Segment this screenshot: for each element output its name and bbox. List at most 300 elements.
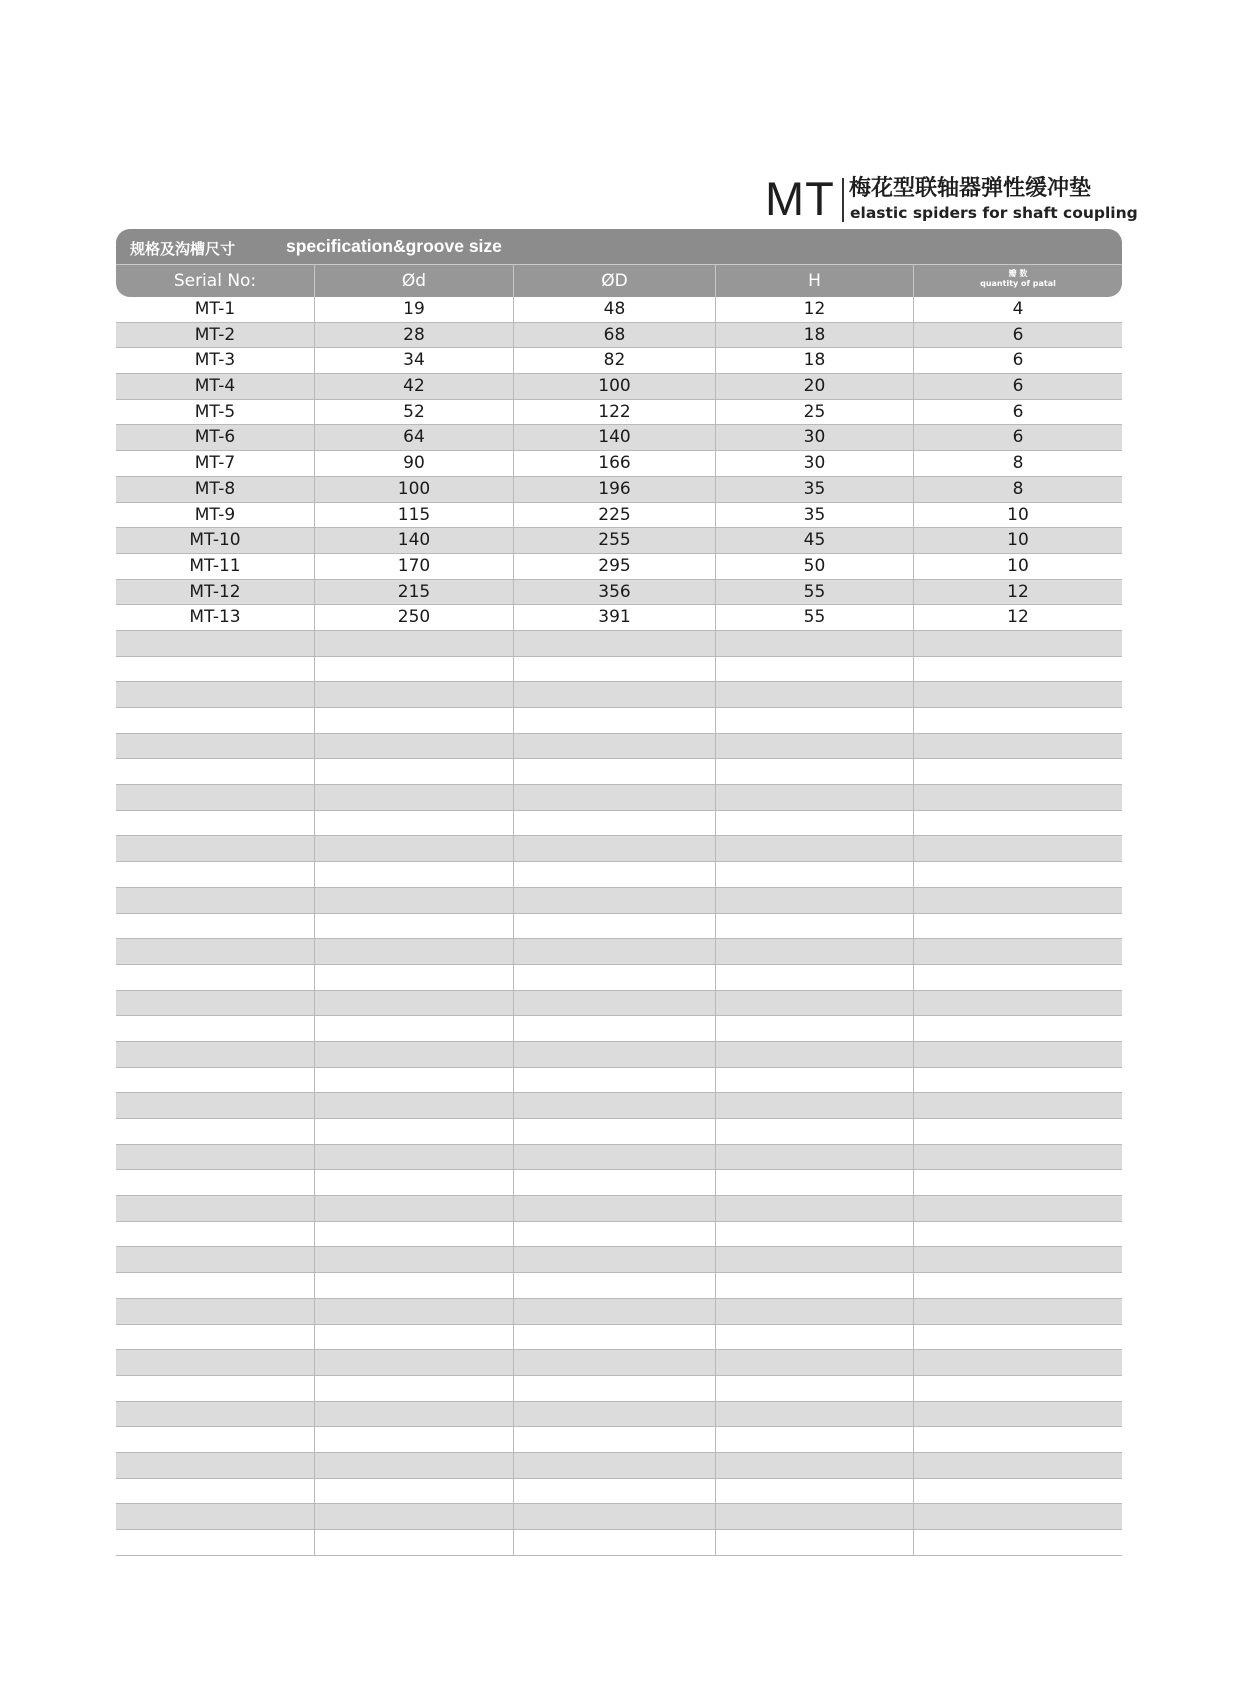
- serial-no-cell: [116, 759, 315, 784]
- petal-count-cell: [914, 1325, 1122, 1350]
- outer-diameter-cell: 255: [514, 528, 716, 553]
- serial-no-cell: [116, 836, 315, 861]
- petal-count-cell: [914, 734, 1122, 759]
- table-row: [116, 1453, 1122, 1479]
- serial-no-cell: [116, 1325, 315, 1350]
- table-row: [116, 1273, 1122, 1299]
- table-row: [116, 400, 1122, 426]
- serial-no-cell: MT-9: [116, 503, 315, 528]
- table-row: [116, 425, 1122, 451]
- petal-count-cell: [914, 759, 1122, 784]
- table-row: [116, 1479, 1122, 1505]
- petal-count-cell: [914, 1222, 1122, 1247]
- outer-diameter-cell: [514, 1325, 716, 1350]
- outer-diameter-cell: [514, 1299, 716, 1324]
- outer-diameter-cell: 140: [514, 425, 716, 450]
- serial-no-cell: [116, 682, 315, 707]
- table-row: [116, 836, 1122, 862]
- table-row: [116, 811, 1122, 837]
- serial-no-cell: [116, 631, 315, 656]
- height-cell: [716, 1402, 914, 1427]
- serial-no-cell: [116, 1145, 315, 1170]
- petal-count-cell: [914, 1042, 1122, 1067]
- petal-count-cell: 6: [1012, 401, 1024, 422]
- serial-no-cell: [116, 785, 315, 810]
- serial-no-cell: [116, 1453, 315, 1478]
- title-english: elastic spiders for shaft coupling: [850, 204, 1138, 222]
- table-row: [116, 323, 1122, 349]
- inner-diameter-cell: [315, 1453, 514, 1478]
- outer-diameter-cell: 100: [514, 374, 716, 399]
- table-row: [116, 503, 1122, 529]
- outer-diameter-cell: [514, 1273, 716, 1298]
- petal-count-cell: [914, 785, 1122, 810]
- petal-count-cell: [914, 1402, 1122, 1427]
- banner-title-english: specification&groove size: [286, 236, 502, 256]
- serial-no-cell: MT-2: [116, 323, 315, 348]
- table-row: [116, 297, 1122, 323]
- inner-diameter-cell: [315, 862, 514, 887]
- petal-count-cell: [914, 1479, 1122, 1504]
- inner-diameter-cell: [315, 939, 514, 964]
- outer-diameter-cell: [514, 836, 716, 861]
- petal-count-cell: [914, 1504, 1122, 1529]
- height-cell: [716, 862, 914, 887]
- outer-diameter-cell: 196: [514, 477, 716, 502]
- table-row: [116, 1042, 1122, 1068]
- inner-diameter-cell: [315, 1042, 514, 1067]
- inner-diameter-cell: [315, 1479, 514, 1504]
- inner-diameter-cell: 34: [315, 348, 514, 373]
- height-cell: 45: [716, 528, 914, 553]
- outer-diameter-cell: [514, 1145, 716, 1170]
- header-outer-diameter: ØD: [514, 265, 716, 297]
- height-cell: [716, 657, 914, 682]
- table-row: [116, 862, 1122, 888]
- table-row: [116, 759, 1122, 785]
- inner-diameter-cell: [315, 1299, 514, 1324]
- inner-diameter-cell: [315, 888, 514, 913]
- petal-count-cell: 10: [1007, 530, 1029, 551]
- serial-no-cell: [116, 657, 315, 682]
- height-cell: 35: [716, 503, 914, 528]
- serial-no-cell: [116, 862, 315, 887]
- petal-count-cell: 4: [1012, 299, 1024, 319]
- inner-diameter-cell: [315, 1222, 514, 1247]
- outer-diameter-cell: [514, 759, 716, 784]
- outer-diameter-cell: [514, 1119, 716, 1144]
- petal-count-cell: [914, 1016, 1122, 1041]
- table-row: [116, 708, 1122, 734]
- petal-count-cell: [914, 1273, 1122, 1298]
- height-cell: [716, 811, 914, 836]
- height-cell: 50: [716, 554, 914, 579]
- petal-count-cell: [914, 1093, 1122, 1118]
- petal-count-cell: [914, 1247, 1122, 1272]
- serial-no-cell: [116, 1376, 315, 1401]
- table-row: [116, 785, 1122, 811]
- table-row: [116, 939, 1122, 965]
- title-divider: [842, 178, 844, 222]
- table-row: [116, 1402, 1122, 1428]
- petal-count-cell: 12: [1007, 607, 1029, 628]
- inner-diameter-cell: 170: [315, 554, 514, 579]
- height-cell: [716, 1273, 914, 1298]
- inner-diameter-cell: [315, 965, 514, 990]
- table-row: [116, 1299, 1122, 1325]
- serial-no-cell: MT-3: [116, 348, 315, 373]
- serial-no-cell: [116, 1299, 315, 1324]
- header-inner-diameter: Ød: [315, 265, 514, 297]
- inner-diameter-cell: [315, 785, 514, 810]
- outer-diameter-cell: [514, 862, 716, 887]
- inner-diameter-cell: 52: [315, 400, 514, 425]
- petal-count-cell: [914, 965, 1122, 990]
- table-row: [116, 1247, 1122, 1273]
- height-cell: [716, 682, 914, 707]
- serial-no-cell: MT-1: [116, 297, 315, 322]
- serial-no-cell: MT-13: [116, 605, 315, 630]
- petal-count-cell: [914, 1170, 1122, 1195]
- table-row: [116, 451, 1122, 477]
- table-row: [116, 348, 1122, 374]
- height-cell: 55: [716, 580, 914, 605]
- inner-diameter-cell: 100: [315, 477, 514, 502]
- serial-no-cell: MT-4: [116, 374, 315, 399]
- outer-diameter-cell: 166: [514, 451, 716, 476]
- inner-diameter-cell: [315, 1427, 514, 1452]
- inner-diameter-cell: [315, 657, 514, 682]
- height-cell: [716, 914, 914, 939]
- serial-no-cell: [116, 1273, 315, 1298]
- outer-diameter-cell: [514, 965, 716, 990]
- outer-diameter-cell: [514, 1350, 716, 1375]
- serial-no-cell: [116, 734, 315, 759]
- serial-no-cell: [116, 811, 315, 836]
- header-petal-count-en: quantity of patal: [980, 279, 1056, 288]
- inner-diameter-cell: [315, 991, 514, 1016]
- petal-count-cell: [914, 1530, 1122, 1555]
- table-row: [116, 657, 1122, 683]
- serial-no-cell: [116, 1222, 315, 1247]
- inner-diameter-cell: [315, 1376, 514, 1401]
- serial-no-cell: MT-10: [116, 528, 315, 553]
- banner-title-chinese: 规格及沟槽尺寸: [130, 240, 236, 258]
- table-banner: [116, 229, 1122, 264]
- petal-count-cell: [914, 1068, 1122, 1093]
- serial-no-cell: [116, 1093, 315, 1118]
- table-row: [116, 888, 1122, 914]
- petal-count-cell: [914, 1299, 1122, 1324]
- height-cell: [716, 734, 914, 759]
- inner-diameter-cell: 140: [315, 528, 514, 553]
- inner-diameter-cell: [315, 708, 514, 733]
- outer-diameter-cell: [514, 1196, 716, 1221]
- height-cell: 30: [716, 451, 914, 476]
- height-cell: [716, 836, 914, 861]
- table-row: [116, 1427, 1122, 1453]
- outer-diameter-cell: [514, 1222, 716, 1247]
- outer-diameter-cell: [514, 1093, 716, 1118]
- product-code: MT: [765, 172, 835, 225]
- outer-diameter-cell: [514, 1170, 716, 1195]
- serial-no-cell: MT-5: [116, 400, 315, 425]
- serial-no-cell: [116, 1479, 315, 1504]
- height-cell: [716, 708, 914, 733]
- outer-diameter-cell: [514, 914, 716, 939]
- table-row: [116, 734, 1122, 760]
- inner-diameter-cell: [315, 914, 514, 939]
- height-cell: 18: [716, 348, 914, 373]
- inner-diameter-cell: 28: [315, 323, 514, 348]
- petal-count-cell: [914, 888, 1122, 913]
- table-header-row: [116, 264, 1122, 297]
- inner-diameter-cell: [315, 1119, 514, 1144]
- inner-diameter-cell: 90: [315, 451, 514, 476]
- outer-diameter-cell: [514, 1479, 716, 1504]
- inner-diameter-cell: 19: [315, 297, 514, 322]
- serial-no-cell: [116, 1170, 315, 1195]
- height-cell: 18: [716, 323, 914, 348]
- inner-diameter-cell: [315, 811, 514, 836]
- petal-count-cell: [914, 862, 1122, 887]
- serial-no-cell: [116, 1042, 315, 1067]
- serial-no-cell: MT-6: [116, 425, 315, 450]
- serial-no-cell: [116, 1350, 315, 1375]
- petal-count-cell: [914, 811, 1122, 836]
- inner-diameter-cell: [315, 1530, 514, 1555]
- serial-no-cell: [116, 1016, 315, 1041]
- inner-diameter-cell: [315, 1247, 514, 1272]
- inner-diameter-cell: 215: [315, 580, 514, 605]
- petal-count-cell: 8: [1012, 478, 1024, 499]
- height-cell: [716, 1530, 914, 1555]
- outer-diameter-cell: [514, 1427, 716, 1452]
- inner-diameter-cell: [315, 1068, 514, 1093]
- serial-no-cell: MT-11: [116, 554, 315, 579]
- table-row: [116, 965, 1122, 991]
- petal-count-cell: 10: [1007, 504, 1029, 525]
- height-cell: [716, 1325, 914, 1350]
- height-cell: 35: [716, 477, 914, 502]
- outer-diameter-cell: [514, 1504, 716, 1529]
- outer-diameter-cell: 225: [514, 503, 716, 528]
- height-cell: [716, 1145, 914, 1170]
- serial-no-cell: [116, 914, 315, 939]
- outer-diameter-cell: 68: [514, 323, 716, 348]
- title-chinese: 梅花型联轴器弹性缓冲垫: [849, 176, 1092, 201]
- height-cell: [716, 1247, 914, 1272]
- height-cell: [716, 888, 914, 913]
- header-height: H: [716, 265, 914, 297]
- serial-no-cell: MT-8: [116, 477, 315, 502]
- height-cell: [716, 1222, 914, 1247]
- table-row: [116, 1145, 1122, 1171]
- table-row: [116, 554, 1122, 580]
- outer-diameter-cell: [514, 785, 716, 810]
- table-body: [116, 297, 1122, 1556]
- outer-diameter-cell: [514, 682, 716, 707]
- petal-count-cell: [914, 1376, 1122, 1401]
- height-cell: 30: [716, 425, 914, 450]
- inner-diameter-cell: [315, 1273, 514, 1298]
- petal-count-cell: [914, 1350, 1122, 1375]
- table-row: [116, 682, 1122, 708]
- header-petal-count: [914, 265, 1122, 297]
- height-cell: [716, 965, 914, 990]
- petal-count-cell: [914, 1119, 1122, 1144]
- outer-diameter-cell: 48: [514, 297, 716, 322]
- inner-diameter-cell: 42: [315, 374, 514, 399]
- outer-diameter-cell: [514, 631, 716, 656]
- serial-no-cell: MT-12: [116, 580, 315, 605]
- outer-diameter-cell: [514, 1042, 716, 1067]
- serial-no-cell: MT-7: [116, 451, 315, 476]
- petal-count-cell: 8: [1012, 453, 1024, 474]
- inner-diameter-cell: [315, 631, 514, 656]
- outer-diameter-cell: [514, 1376, 716, 1401]
- petal-count-cell: [914, 914, 1122, 939]
- serial-no-cell: [116, 965, 315, 990]
- table-row: [116, 1504, 1122, 1530]
- petal-count-cell: [914, 991, 1122, 1016]
- petal-count-cell: 6: [1012, 427, 1024, 448]
- petal-count-cell: [914, 708, 1122, 733]
- height-cell: 55: [716, 605, 914, 630]
- height-cell: 12: [716, 297, 914, 322]
- serial-no-cell: [116, 1196, 315, 1221]
- table-row: [116, 1119, 1122, 1145]
- height-cell: [716, 939, 914, 964]
- outer-diameter-cell: [514, 708, 716, 733]
- table-row: [116, 605, 1122, 631]
- petal-count-cell: 6: [1012, 350, 1024, 371]
- outer-diameter-cell: 82: [514, 348, 716, 373]
- height-cell: 20: [716, 374, 914, 399]
- petal-count-cell: [914, 631, 1122, 656]
- serial-no-cell: [116, 1068, 315, 1093]
- table-row: [116, 374, 1122, 400]
- table-row: [116, 1196, 1122, 1222]
- inner-diameter-cell: [315, 1504, 514, 1529]
- table-row: [116, 1376, 1122, 1402]
- petal-count-cell: 10: [1007, 555, 1029, 576]
- petal-count-cell: 6: [1012, 324, 1024, 345]
- inner-diameter-cell: [315, 1350, 514, 1375]
- petal-count-cell: [914, 657, 1122, 682]
- table-row: [116, 528, 1122, 554]
- serial-no-cell: [116, 888, 315, 913]
- outer-diameter-cell: [514, 991, 716, 1016]
- height-cell: [716, 1376, 914, 1401]
- header-serial-no: Serial No:: [116, 265, 315, 297]
- outer-diameter-cell: [514, 1453, 716, 1478]
- outer-diameter-cell: [514, 811, 716, 836]
- inner-diameter-cell: [315, 1093, 514, 1118]
- inner-diameter-cell: 115: [315, 503, 514, 528]
- table-row: [116, 1222, 1122, 1248]
- inner-diameter-cell: 64: [315, 425, 514, 450]
- height-cell: [716, 991, 914, 1016]
- serial-no-cell: [116, 1119, 315, 1144]
- table-row: [116, 1530, 1122, 1556]
- table-row: [116, 1170, 1122, 1196]
- outer-diameter-cell: [514, 1016, 716, 1041]
- serial-no-cell: [116, 939, 315, 964]
- inner-diameter-cell: [315, 759, 514, 784]
- inner-diameter-cell: [315, 1196, 514, 1221]
- height-cell: [716, 1299, 914, 1324]
- height-cell: [716, 1093, 914, 1118]
- outer-diameter-cell: 122: [514, 400, 716, 425]
- petal-count-cell: [914, 1196, 1122, 1221]
- inner-diameter-cell: [315, 1016, 514, 1041]
- height-cell: [716, 1042, 914, 1067]
- height-cell: [716, 1068, 914, 1093]
- outer-diameter-cell: [514, 939, 716, 964]
- outer-diameter-cell: [514, 1068, 716, 1093]
- serial-no-cell: [116, 1504, 315, 1529]
- petal-count-cell: 6: [1012, 376, 1024, 397]
- petal-count-cell: [914, 682, 1122, 707]
- petal-count-cell: [914, 939, 1122, 964]
- outer-diameter-cell: 391: [514, 605, 716, 630]
- petal-count-cell: 12: [1007, 581, 1029, 602]
- table-row: [116, 477, 1122, 503]
- height-cell: [716, 1479, 914, 1504]
- table-row: [116, 631, 1122, 657]
- table-row: [116, 1068, 1122, 1094]
- header-petal-count-cn: 瓣 数: [1008, 269, 1028, 278]
- inner-diameter-cell: 250: [315, 605, 514, 630]
- table-row: [116, 991, 1122, 1017]
- serial-no-cell: [116, 1402, 315, 1427]
- height-cell: [716, 1016, 914, 1041]
- outer-diameter-cell: [514, 1247, 716, 1272]
- outer-diameter-cell: [514, 734, 716, 759]
- table-row: [116, 1325, 1122, 1351]
- inner-diameter-cell: [315, 1170, 514, 1195]
- outer-diameter-cell: 295: [514, 554, 716, 579]
- petal-count-cell: [914, 1145, 1122, 1170]
- inner-diameter-cell: [315, 682, 514, 707]
- height-cell: 25: [716, 400, 914, 425]
- height-cell: [716, 1196, 914, 1221]
- outer-diameter-cell: [514, 657, 716, 682]
- serial-no-cell: [116, 1247, 315, 1272]
- height-cell: [716, 1170, 914, 1195]
- table-row: [116, 914, 1122, 940]
- serial-no-cell: [116, 708, 315, 733]
- height-cell: [716, 785, 914, 810]
- petal-count-cell: [914, 1427, 1122, 1452]
- table-row: [116, 580, 1122, 606]
- spec-table: [116, 229, 1122, 1556]
- height-cell: [716, 759, 914, 784]
- table-row: [116, 1093, 1122, 1119]
- inner-diameter-cell: [315, 836, 514, 861]
- serial-no-cell: [116, 991, 315, 1016]
- height-cell: [716, 1350, 914, 1375]
- serial-no-cell: [116, 1530, 315, 1555]
- height-cell: [716, 1427, 914, 1452]
- outer-diameter-cell: [514, 1402, 716, 1427]
- inner-diameter-cell: [315, 1402, 514, 1427]
- inner-diameter-cell: [315, 1145, 514, 1170]
- height-cell: [716, 1453, 914, 1478]
- petal-count-cell: [914, 1453, 1122, 1478]
- table-row: [116, 1016, 1122, 1042]
